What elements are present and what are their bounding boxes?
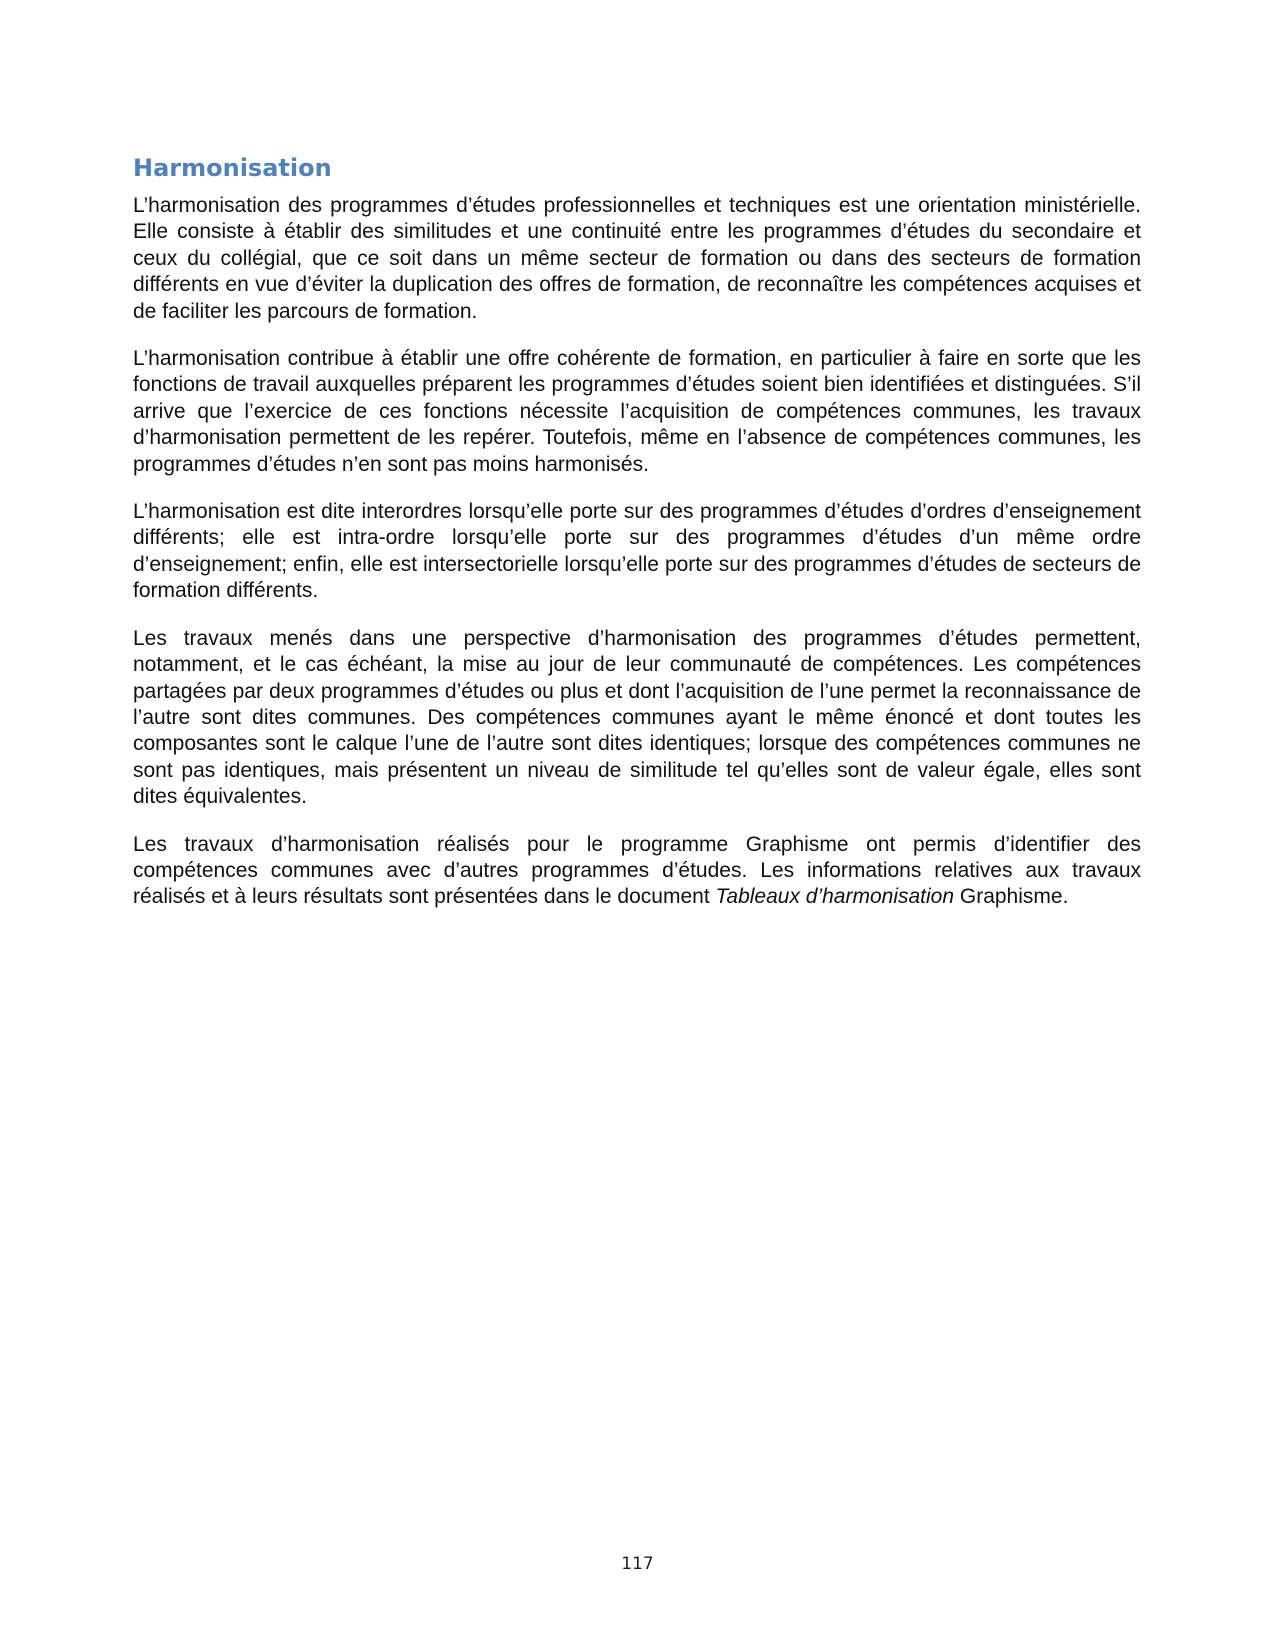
paragraph-definition: L’harmonisation des programmes d’études professionnelles et techniques est une orientation ministérielle. Elle consiste à établir des similitudes et une continuité entre les programmes d’études du secondaire et ceux du collégial, que ce soit dans un même secteur de formation ou dans des secteurs de formation différents en vue d’éviter la duplication des offres de formation, de reconnaître les compétences acquises et de faciliter les parcours de formation. — [133, 194, 1141, 323]
section-heading: Harmonisation — [133, 154, 332, 182]
page-content — [133, 153, 1141, 932]
paragraph-graphisme-results — [133, 832, 1141, 911]
paragraph-common-competencies: Les travaux menés dans une perspective d’harmonisation des programmes d’études permettent, notamment, et le cas échéant, la mise au jour de leur communauté de compétences. Les compétences partagées par deux programmes d’études ou plus et dont l’acquisition de l’une permet la reconnaissance de l’autre sont dites communes. Des compétences communes ayant le même énoncé et dont toutes les composantes sont le calque l’une de l’autre sont dites identiques; lorsque des compétences communes ne sont pas identiques, mais présentent un niveau de similitude tel qu’elles sont de valeur égale, elles sont dites équivalentes. — [133, 626, 1141, 809]
paragraph-types: L’harmonisation est dite interordres lorsqu’elle porte sur des programmes d’études d’ordres d’enseignement différents; elle est intra-ordre lorsqu’elle porte sur des programmes d’études d’un même ordre d’enseignement; enfin, elle est intersectorielle lorsqu’elle porte sur des programmes d’études de secteurs de formation différents. — [133, 500, 1141, 603]
paragraph-text-before: Les travaux d’harmonisation réalisés pour le programme Graphisme ont permis d’identifier des compétences communes avec d’autres programmes d’études. Les informations relatives aux travaux réalisés et à leurs résultats sont présentées dans le document — [133, 832, 1141, 909]
page-number: 117 — [621, 1554, 654, 1574]
paragraph-text-after: Graphisme. — [954, 885, 1069, 909]
paragraph-contribution: L’harmonisation contribue à établir une offre cohérente de formation, en particulier à faire en sorte que les fonctions de travail auxquelles préparent les programmes d’études soient bien identifiées et distinguées. S’il arrive que l’exercice de ces fonctions nécessite l’acquisition de compétences communes, les travaux d’harmonisation permettent de les repérer. Toutefois, même en l’absence de compétences communes, les programmes d’études n’en sont pas moins harmonisés. — [133, 347, 1141, 476]
document-title-italic: Tableaux d’harmonisation — [715, 885, 955, 909]
